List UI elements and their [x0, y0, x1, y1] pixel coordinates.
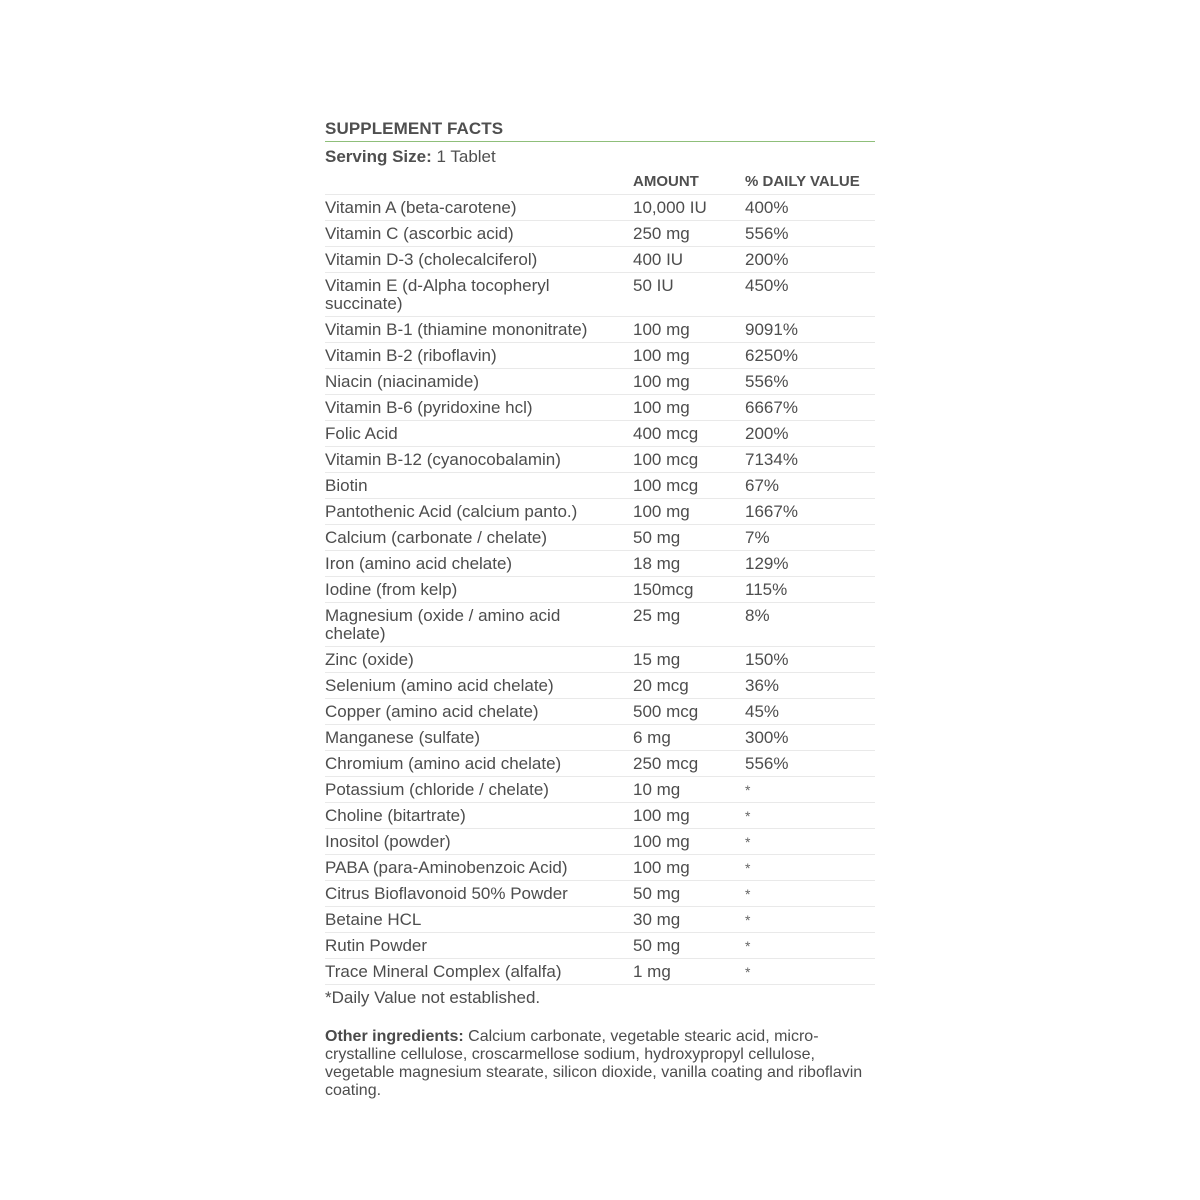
table-row — [325, 880, 875, 906]
nutrient-daily-value: 36% — [745, 676, 780, 695]
nutrient-daily-value: * — [745, 912, 751, 928]
nutrient-amount: 400 mcg — [633, 424, 699, 443]
nutrient-daily-value: 150% — [745, 650, 789, 669]
nutrient-name: Potassium (chloride / chelate) — [325, 780, 549, 799]
table-row — [325, 724, 875, 750]
nutrient-amount: 15 mg — [633, 650, 681, 669]
panel-title: SUPPLEMENT FACTS — [325, 118, 875, 142]
nutrient-daily-value: * — [745, 834, 751, 850]
header-daily-value: % DAILY VALUE — [745, 173, 860, 190]
nutrient-name: Vitamin E (d-Alpha tocopheryl succinate) — [325, 276, 550, 313]
nutrient-amount: 100 mg — [633, 398, 690, 417]
nutrient-amount: 250 mg — [633, 224, 690, 243]
nutrient-daily-value: 45% — [745, 702, 780, 721]
nutrient-daily-value: 200% — [745, 250, 789, 269]
nutrient-daily-value: 115% — [745, 580, 788, 599]
nutrient-amount: 100 mg — [633, 502, 690, 521]
nutrient-daily-value: 6667% — [745, 398, 798, 417]
nutrient-name: Trace Mineral Complex (alfalfa) — [325, 962, 562, 981]
nutrient-amount: 25 mg — [633, 606, 681, 625]
table-row — [325, 958, 875, 985]
footnote: *Daily Value not established. — [325, 988, 541, 1007]
nutrient-daily-value: * — [745, 782, 751, 798]
table-row — [325, 394, 875, 420]
table-row — [325, 698, 875, 724]
nutrient-daily-value: 129% — [745, 554, 789, 573]
nutrient-daily-value: 1667% — [745, 502, 798, 521]
nutrient-amount: 50 mg — [633, 884, 681, 903]
table-row — [325, 342, 875, 368]
nutrient-name: Iodine (from kelp) — [325, 580, 458, 599]
other-ingredients-text: Calcium carbonate, vegetable stearic acid, micro-crystalline cellulose, croscarmellose sodium, hydroxypropyl cellulose, vegetable magnesium stearate, silicon dioxide, vanilla coating and riboflavin coating. — [325, 1028, 863, 1099]
table-row — [325, 194, 875, 220]
nutrient-amount: 20 mcg — [633, 676, 689, 695]
nutrient-daily-value: 8% — [745, 606, 770, 625]
serving-size-value: 1 Tablet — [436, 147, 496, 166]
nutrient-daily-value: * — [745, 964, 751, 980]
table-row — [325, 524, 875, 550]
nutrient-daily-value: 556% — [745, 372, 789, 391]
other-ingredients — [325, 1028, 875, 1100]
nutrient-daily-value: * — [745, 860, 751, 876]
nutrient-name: Chromium (amino acid chelate) — [325, 754, 562, 773]
table-row — [325, 420, 875, 446]
nutrient-amount: 100 mg — [633, 372, 690, 391]
nutrient-name: PABA (para-Aminobenzoic Acid) — [325, 858, 568, 877]
nutrient-amount: 10,000 IU — [633, 198, 707, 217]
nutrient-amount: 30 mg — [633, 910, 681, 929]
nutrient-name: Inositol (powder) — [325, 832, 451, 851]
nutrient-daily-value: 400% — [745, 198, 789, 217]
table-row — [325, 672, 875, 698]
table-row — [325, 472, 875, 498]
nutrient-daily-value: 200% — [745, 424, 789, 443]
table-row — [325, 854, 875, 880]
nutrient-amount: 500 mcg — [633, 702, 699, 721]
nutrient-amount: 1 mg — [633, 962, 671, 981]
nutrient-daily-value: 7% — [745, 528, 770, 547]
table-row — [325, 446, 875, 472]
other-ingredients-label: Other ingredients: — [325, 1028, 464, 1045]
nutrient-daily-value: * — [745, 886, 751, 902]
supplement-facts-panel — [325, 118, 875, 1100]
table-row — [325, 906, 875, 932]
table-row — [325, 368, 875, 394]
nutrient-amount: 6 mg — [633, 728, 671, 747]
nutrient-name: Magnesium (oxide / amino acid chelate) — [325, 606, 561, 643]
table-row — [325, 802, 875, 828]
table-header — [325, 170, 875, 194]
nutrient-amount: 100 mg — [633, 858, 690, 877]
nutrient-amount: 100 mg — [633, 832, 690, 851]
nutrient-amount: 400 IU — [633, 250, 684, 269]
nutrient-name: Citrus Bioflavonoid 50% Powder — [325, 884, 568, 903]
nutrient-name: Vitamin B-2 (riboflavin) — [325, 346, 497, 365]
nutrient-name: Vitamin B-12 (cyanocobalamin) — [325, 450, 561, 469]
nutrient-amount: 150mcg — [633, 580, 694, 599]
table-row — [325, 576, 875, 602]
serving-size-label: Serving Size: — [325, 147, 432, 166]
nutrient-name: Betaine HCL — [325, 910, 422, 929]
nutrient-daily-value: 7134% — [745, 450, 798, 469]
header-nutrient — [325, 170, 633, 194]
table-row — [325, 316, 875, 342]
nutrient-name: Vitamin B-6 (pyridoxine hcl) — [325, 398, 533, 417]
nutrient-daily-value: 300% — [745, 728, 789, 747]
nutrient-name: Niacin (niacinamide) — [325, 372, 480, 391]
table-row — [325, 776, 875, 802]
nutrient-name: Choline (bitartrate) — [325, 806, 466, 825]
table-row — [325, 246, 875, 272]
nutrient-name: Manganese (sulfate) — [325, 728, 480, 747]
nutrient-daily-value: * — [745, 938, 751, 954]
nutrient-amount: 100 mg — [633, 320, 690, 339]
nutrient-name: Rutin Powder — [325, 936, 428, 955]
nutrient-amount: 100 mg — [633, 346, 690, 365]
nutrient-name: Vitamin A (beta-carotene) — [325, 198, 517, 217]
nutrient-table — [325, 194, 875, 985]
nutrient-name: Vitamin D-3 (cholecalciferol) — [325, 250, 538, 269]
nutrient-daily-value: 556% — [745, 754, 789, 773]
nutrient-name: Zinc (oxide) — [325, 650, 414, 669]
nutrient-amount: 50 mg — [633, 936, 681, 955]
nutrient-amount: 18 mg — [633, 554, 681, 573]
nutrient-daily-value: 556% — [745, 224, 789, 243]
nutrient-daily-value: * — [745, 808, 751, 824]
nutrient-amount: 10 mg — [633, 780, 681, 799]
nutrient-amount: 100 mcg — [633, 450, 699, 469]
nutrient-name: Copper (amino acid chelate) — [325, 702, 539, 721]
table-row — [325, 932, 875, 958]
nutrient-amount: 250 mcg — [633, 754, 699, 773]
serving-size — [325, 144, 875, 170]
header-amount: AMOUNT — [633, 173, 699, 190]
nutrient-name: Vitamin C (ascorbic acid) — [325, 224, 514, 243]
table-row — [325, 750, 875, 776]
nutrient-daily-value: 67% — [745, 476, 780, 495]
nutrient-amount: 50 IU — [633, 276, 674, 295]
nutrient-name: Iron (amino acid chelate) — [325, 554, 513, 573]
table-row — [325, 272, 875, 316]
nutrient-name: Biotin — [325, 476, 368, 495]
table-row — [325, 828, 875, 854]
nutrient-amount: 50 mg — [633, 528, 681, 547]
table-row — [325, 646, 875, 672]
nutrient-amount: 100 mcg — [633, 476, 699, 495]
nutrient-daily-value: 450% — [745, 276, 789, 295]
nutrient-name: Pantothenic Acid (calcium panto.) — [325, 502, 578, 521]
table-row — [325, 220, 875, 246]
nutrient-amount: 100 mg — [633, 806, 690, 825]
table-row — [325, 602, 875, 646]
nutrient-name: Calcium (carbonate / chelate) — [325, 528, 548, 547]
nutrient-daily-value: 9091% — [745, 320, 798, 339]
nutrient-name: Selenium (amino acid chelate) — [325, 676, 554, 695]
nutrient-daily-value: 6250% — [745, 346, 798, 365]
table-row — [325, 550, 875, 576]
nutrient-name: Folic Acid — [325, 424, 398, 443]
table-row — [325, 498, 875, 524]
nutrient-name: Vitamin B-1 (thiamine mononitrate) — [325, 320, 588, 339]
